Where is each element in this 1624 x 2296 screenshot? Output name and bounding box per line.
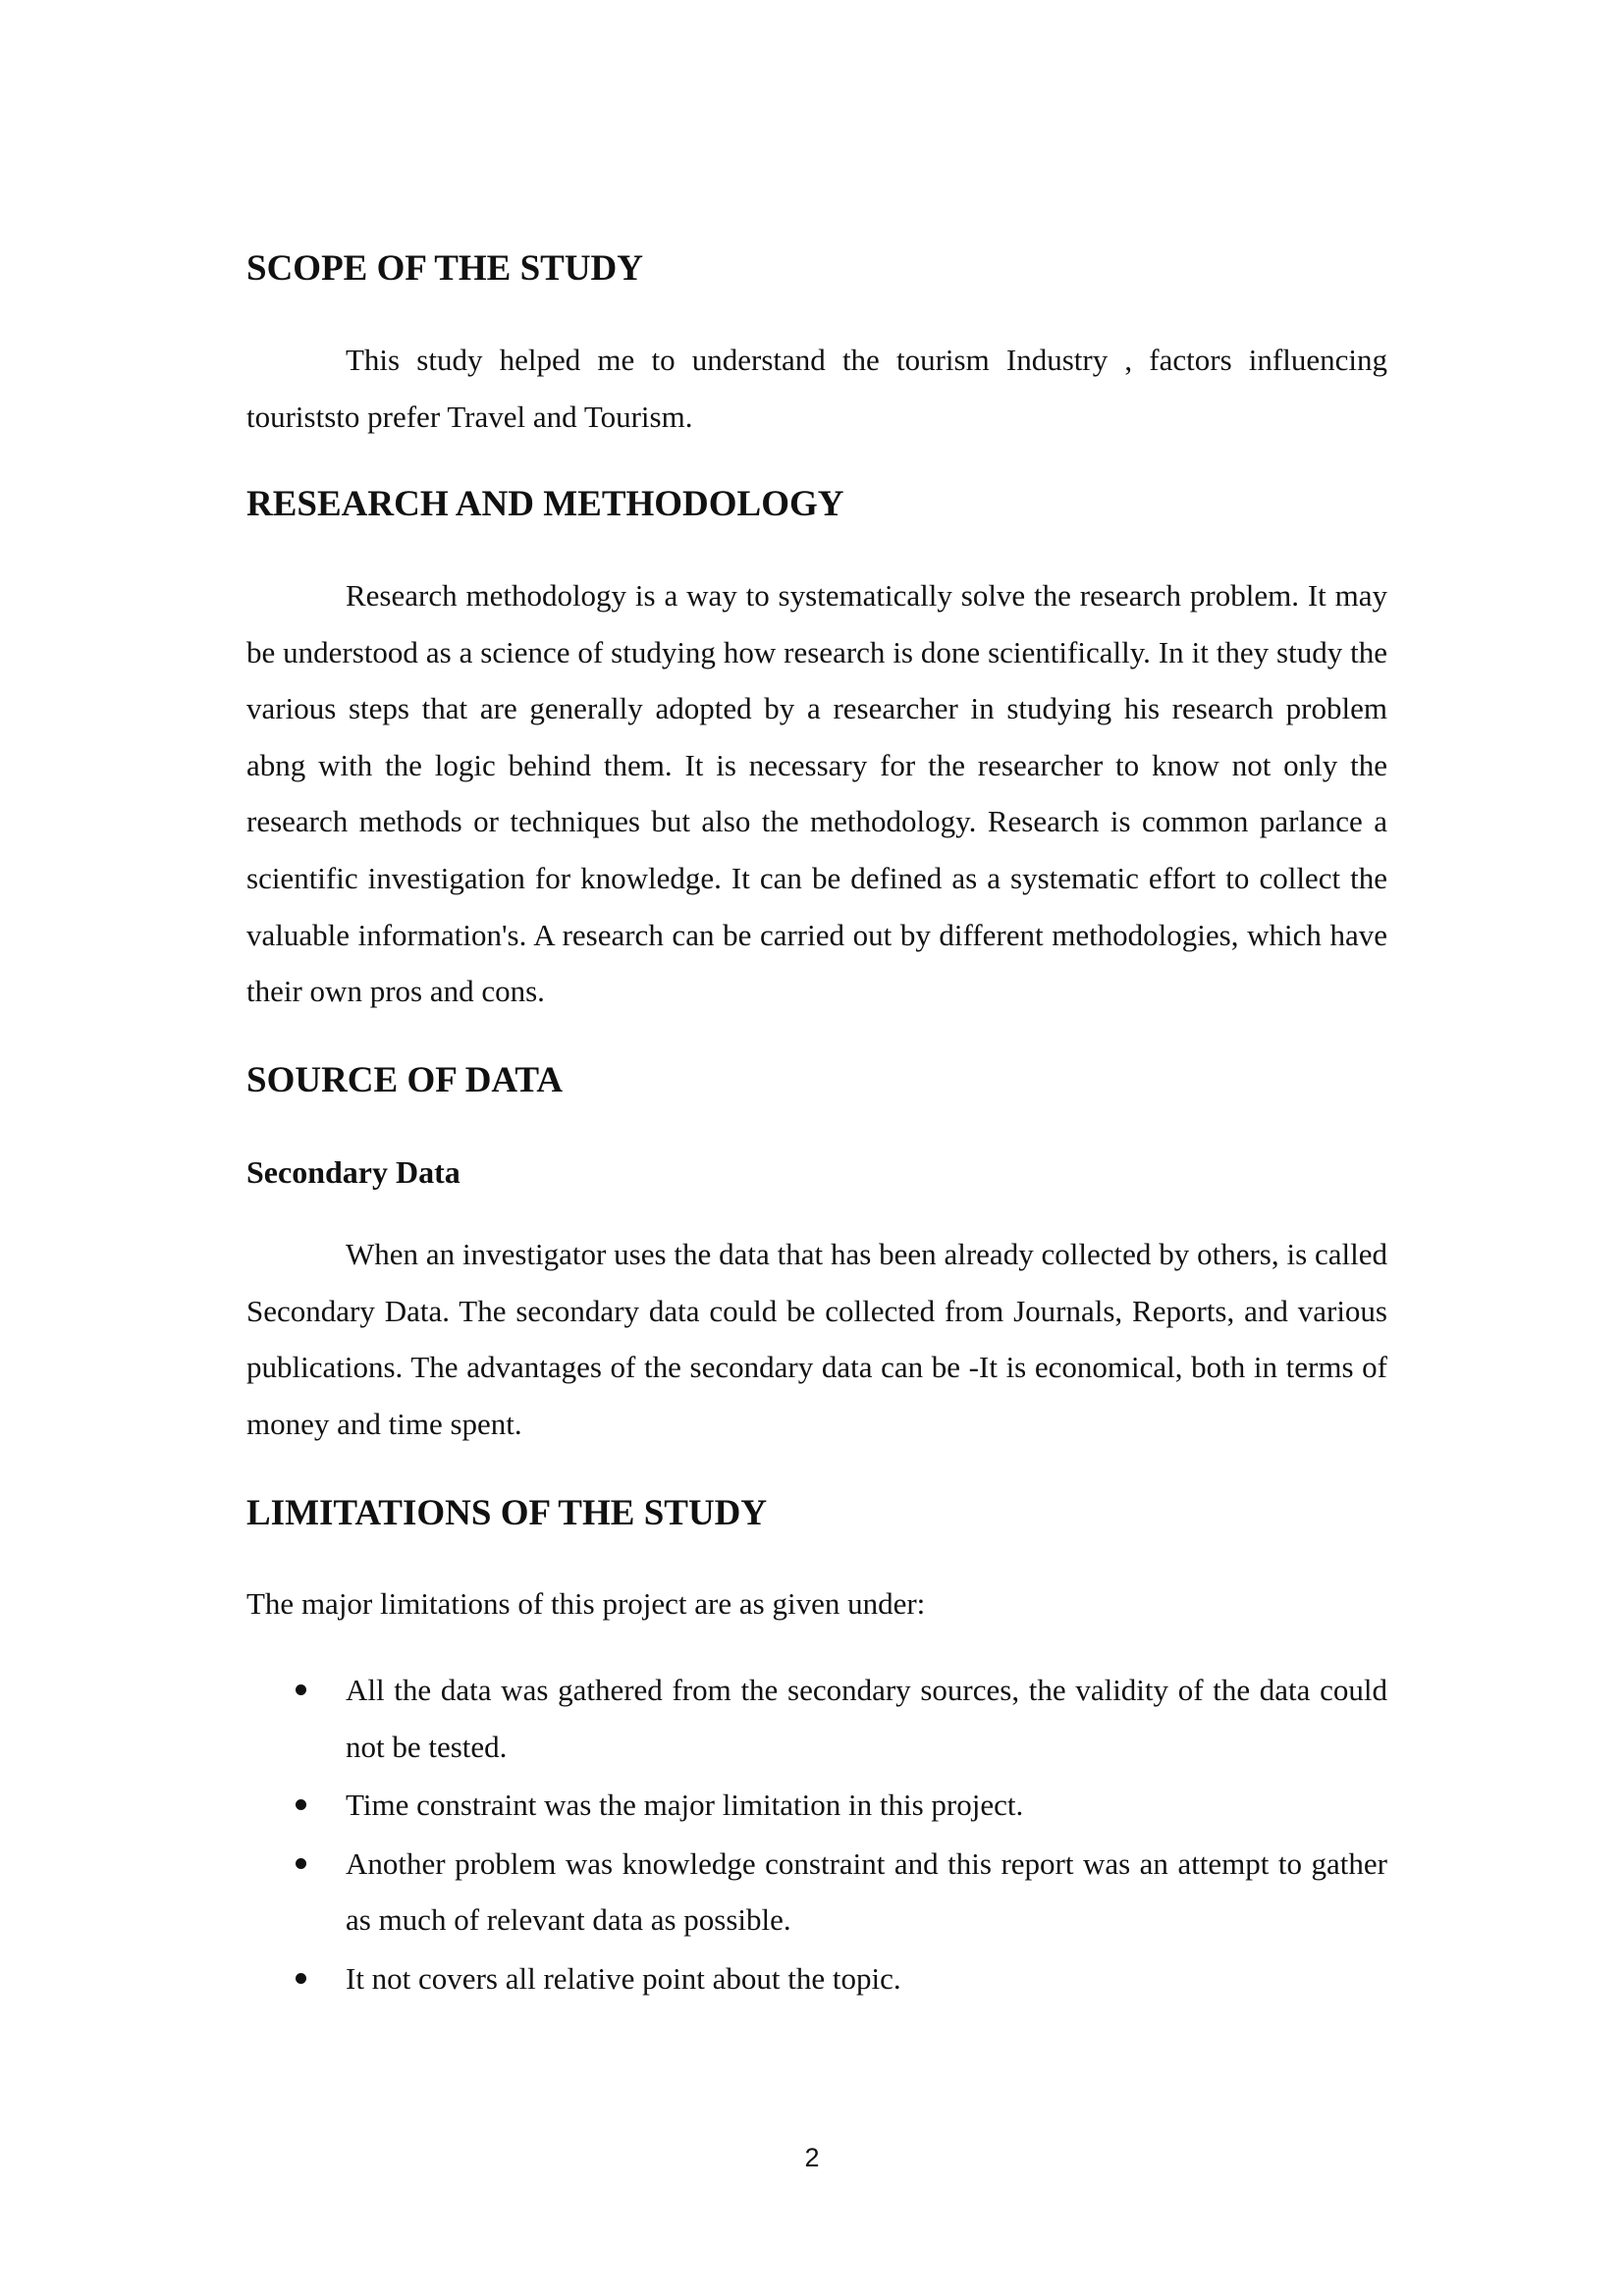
bullet-icon xyxy=(296,1858,306,1869)
bullet-icon xyxy=(296,1684,306,1695)
paragraph-scope: This study helped me to understand the tourism Industry , factors influencing touriststo prefer Travel and Tourism. xyxy=(246,343,1387,434)
list-item-text: It not covers all relative point about the topic. xyxy=(346,1960,901,1996)
list-item xyxy=(246,1777,1387,1834)
heading-limitations: LIMITATIONS OF THE STUDY xyxy=(246,1493,768,1533)
page-number: 2 xyxy=(804,2143,820,2172)
heading-scope: SCOPE OF THE STUDY xyxy=(246,248,644,289)
list-item xyxy=(246,1662,1387,1775)
list-item-text: Another problem was knowledge constraint and this report was an attempt to gather as much of relevant data as possible. xyxy=(346,1845,1387,1938)
paragraph-limitations-intro: The major limitations of this project are as given under: xyxy=(246,1586,926,1621)
bullet-icon xyxy=(296,1973,306,1984)
limitations-list xyxy=(246,1662,1387,2009)
list-item-text: All the data was gathered from the secondary sources, the validity of the data could not be tested. xyxy=(346,1673,1387,1764)
heading-research-methodology: RESEARCH AND METHODOLOGY xyxy=(246,484,844,524)
bullet-icon xyxy=(296,1799,306,1810)
subheading-secondary-data: Secondary Data xyxy=(246,1154,460,1190)
list-item xyxy=(246,1950,1387,2007)
heading-source-of-data: SOURCE OF DATA xyxy=(246,1060,564,1100)
list-item-text: Time constraint was the major limitation in this project. xyxy=(346,1788,1024,1823)
paragraph-research-methodology: Research methodology is a way to systematically solve the research problem. It may be understood as a science of studying how research is done scientifically. In it they study the various steps that are generally adopted by a researcher in studying his research problem abng with the logic behind them. It is necessary for the researcher to know not only the research methods or techniques but also the methodology. Research is common parlance a scientific investigation for knowledge. It can be defined as a systematic effort to collect the valuable information's. A research can be carried out by different methodologies, which have their own pros and cons. xyxy=(246,578,1387,1009)
list-item xyxy=(246,1836,1387,1949)
paragraph-secondary-data: When an investigator uses the data that has been already collected by others, is called Secondary Data. The secondary data could be collected from Journals, Reports, and various publications. The advantages of the secondary data can be -It is economical, both in terms of money and time spent. xyxy=(246,1237,1387,1441)
